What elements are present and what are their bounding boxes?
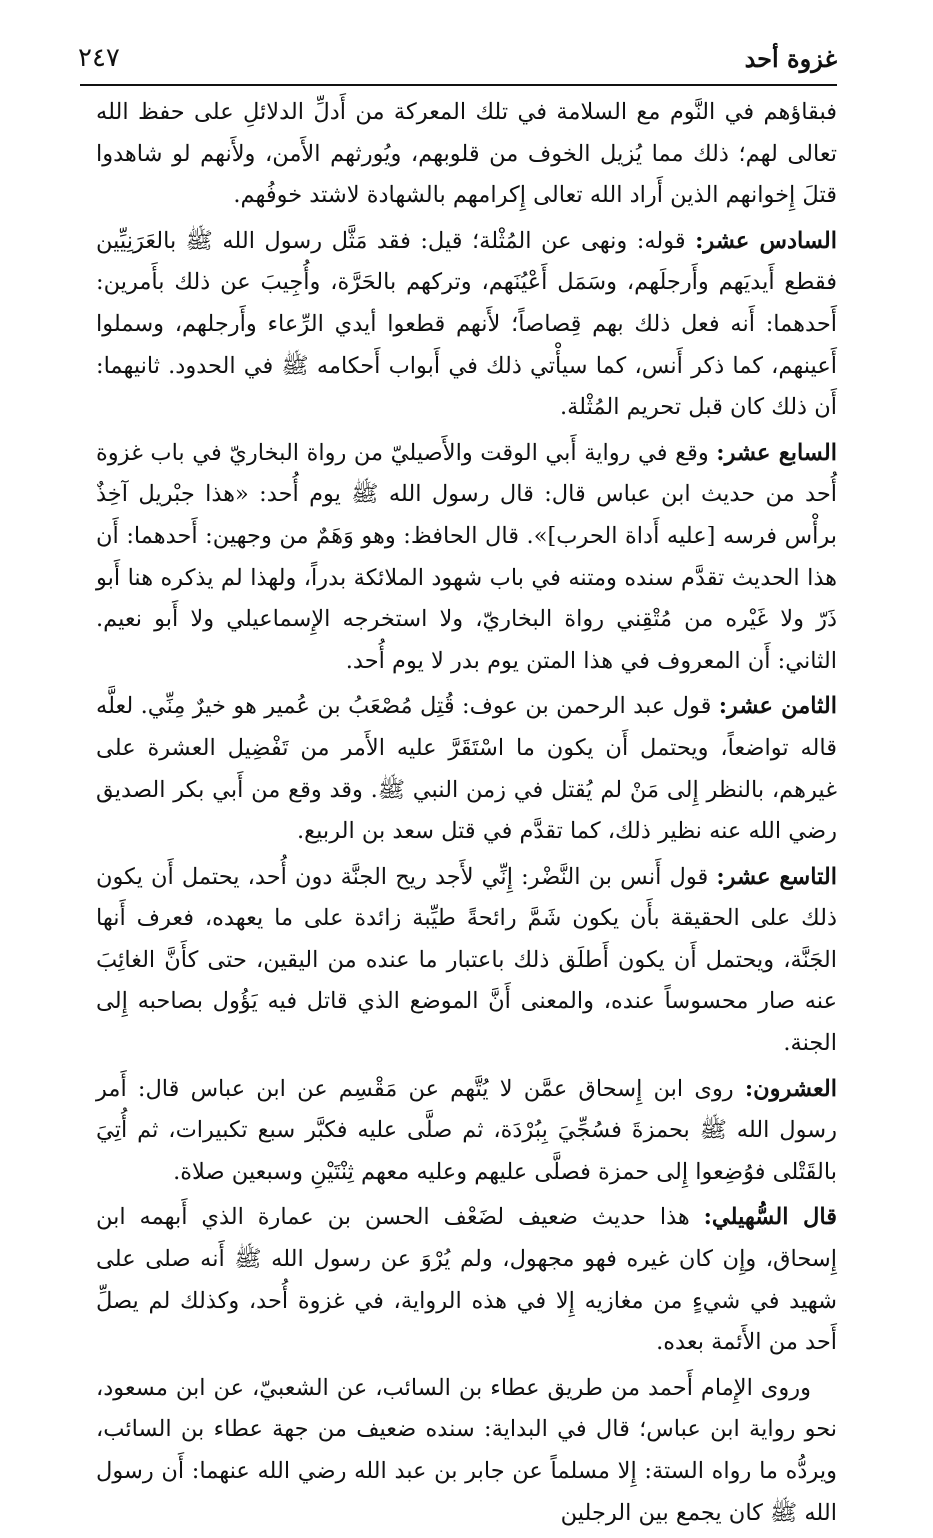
paragraph	[96, 1069, 837, 1194]
header-rule	[80, 84, 837, 86]
paragraph-heading: قال السُّهيلي:	[703, 1204, 837, 1231]
page-body	[96, 92, 837, 1538]
paragraph	[96, 857, 837, 1065]
paragraph-text: قول أَنس بن النَّضْر: إِنِّي لأَجد ريح الجنَّة دون أُحد، يحتمل أَن يكون ذلك على الحقيقة بأَن يكون شَمَّ رائحةً طيِّبة زائدة على ما يعهده، فعرف أَنها الجَنَّة، ويحتمل أَن يكون أَطلَق ذلك باعتبار ما عنده من اليقين، حتى كأَنَّ الغائِبَ عنه صار محسوساً عنده، والمعنى أَنَّ الموضع الذي قاتل فيه يَؤُول بصاحبه إِلى الجنة.	[96, 863, 837, 1057]
paragraph-text: قول عبد الرحمن بن عوف: قُتِل مُصْعَبُ بن عُمير هو خيرٌ مِنِّي. لعلَّه قاله تواضعاً، ويحتمل أَن يكون ما اسْتَقَرَّ عليه الأَمر من تَفْضِيل العشرة على غيرهم، بالنظر إِلى مَنْ لم يُقتل في زمن النبي ﷺ. وقد وقع من أَبي بكر الصديق رضي الله عنه نظير ذلك، كما تقدَّم في قتل سعد بن الربيع.	[96, 693, 837, 845]
running-title: غزوة أحد	[744, 43, 837, 73]
paragraph-text: وروى الإِمام أَحمد من طريق عطاء بن السائب، عن الشعبيّ، عن ابن مسعود، نحو رواية ابن عباس؛ قال في البداية: سنده ضعيف من جهة عطاء بن السائب، ويردُّه ما رواه الستة: إِلا مسلماً عن جابر بن عبد الله رضي الله عنهما: أَن رسول الله ﷺ كان يجمع بين الرجلين	[96, 1374, 837, 1526]
paragraph	[96, 433, 837, 683]
page-header	[78, 36, 837, 80]
paragraph-text: قوله: ونهى عن المُثْلة؛ قيل: فقد مَثَّل رسول الله ﷺ بالعَرَنِيِّين فقطع أَيديَهم وأَرجلَهم، وسَمَل أَعْيُنَهم، وتركهم بالحَرَّة، وأُجِيبَ عن ذلك بأَمرين: أَحدهما: أَنه فعل ذلك بهم قِصاصاً؛ لأَنهم قطعوا أيدي الرِّعاء وأَرجلهم، وسملوا أَعينهم، كما ذكر أَنس، كما سيأْتي ذلك في أَبواب أَحكامه ﷺ في الحدود. ثانيهما: أَن ذلك كان قبل تحريم المُثْلة.	[96, 227, 838, 421]
paragraph-heading: التاسع عشر:	[716, 863, 837, 890]
paragraph-text: فبقاؤهم في النَّوم مع السلامة في تلك المعركة من أَدلِّ الدلائلِ على حفظ الله تعالى لهم؛ ذلك مما يُزيل الخوف من قلوبهم، ويُورثهم الأَمن، ولأَنهم لو شاهدوا قتلَ إِخوانهم الذين أَراد الله تعالى إِكرامهم بالشهادة لاشتد خوفُهم.	[96, 99, 837, 209]
paragraph-heading: السابع عشر:	[716, 439, 837, 466]
paragraph	[96, 1197, 837, 1363]
paragraph-text: وقع في رواية أَبي الوقت والأَصيليّ من رواة البخاريّ في باب غزوة أُحد من حديث ابن عباس قال: قال رسول الله ﷺ يوم أُحد: «هذا جبْريل آخِذٌ برأْس فرسه [عليه أَداة الحرب]». قال الحافظ: وهو وَهَمٌ من وجهين: أَحدهما: أَن هذا الحديث تقدَّم سنده ومتنه في باب شهود الملائكة بدراً، ولهذا لم يذكره هنا أَبو ذَرّ ولا غَيْره من مُتْقِني رواة البخاريّ، ولا استخرجه الإِسماعيلي ولا أَبو نعيم. الثاني: أَن المعروف في هذا المتن يوم بدر لا يوم أُحد.	[96, 439, 837, 674]
paragraph	[96, 221, 837, 429]
page-number: ٢٤٧	[78, 43, 120, 73]
paragraph-text: هذا حديث ضعيف لضَعْف الحسن بن عمارة الذي أَبهمه ابن إِسحاق، وإِن كان غيره فهو مجهول، ولم يُرْوَ عن رسول الله ﷺ أَنه صلى على شهيد في شيءٍ من مغازيه إِلا في هذه الرواية، في غزوة أُحد، وكذلك لم يصلِّ أَحد من الأَئمة بعده.	[96, 1204, 837, 1356]
paragraph	[96, 686, 837, 852]
paragraph-heading: العشرون:	[744, 1075, 837, 1102]
paragraph	[96, 92, 837, 217]
paragraph-text: روى ابن إِسحاق عمَّن لا يُتَّهم عن مَقْسِم عن ابن عباس قال: أَمر رسول الله ﷺ بحمزةَ فسُجِّيَ بِبُرْدَة، ثم صلَّى عليه فكبَّر سبع تكبيرات، ثم أُتِيَ بالقَتْلى فوُضِعوا إِلى حمزة فصلَّى عليهم وعليه معهم ثِنْتَيْنِ وسبعين صلاة.	[96, 1075, 837, 1185]
paragraph	[96, 1368, 837, 1534]
paragraph-heading: السادس عشر:	[695, 227, 837, 254]
paragraph-heading: الثامن عشر:	[718, 693, 837, 720]
